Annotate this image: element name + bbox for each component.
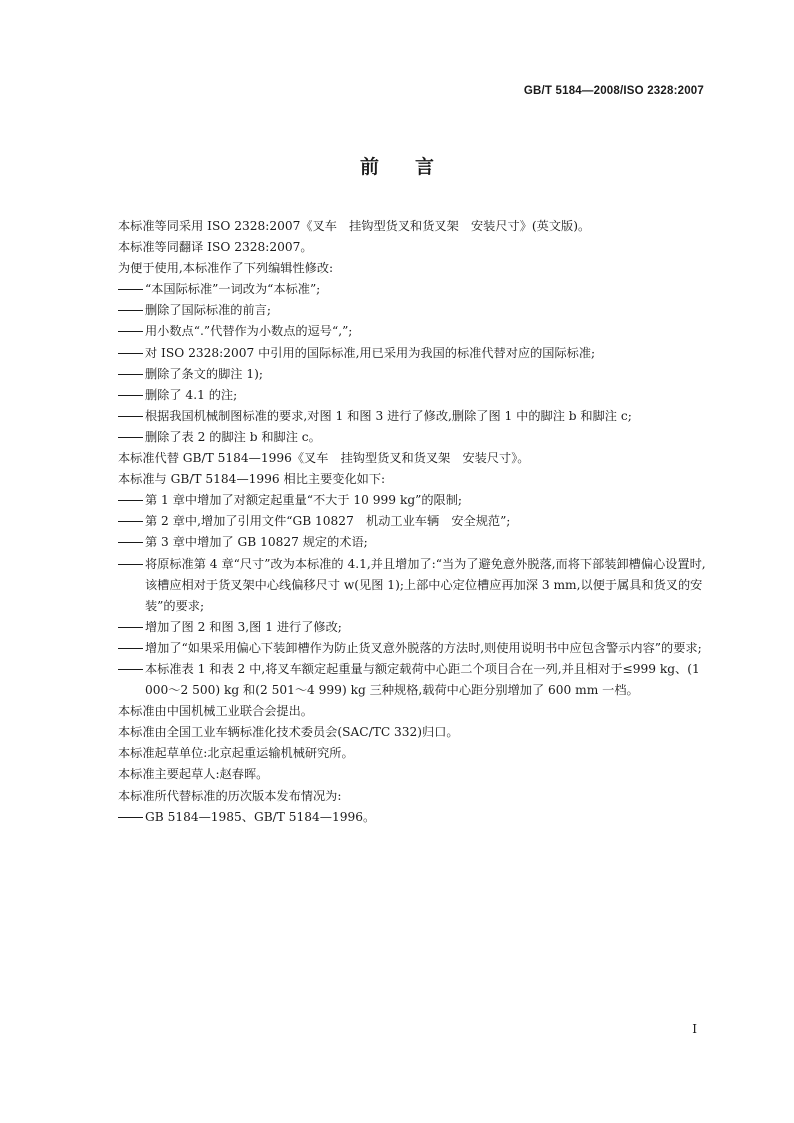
list-item xyxy=(118,490,708,511)
em-dash-bullet xyxy=(118,343,145,364)
em-dash-bullet xyxy=(118,490,145,511)
list-item-text: GB 5184—1985、GB/T 5184—1996。 xyxy=(145,809,376,824)
page-number: I xyxy=(692,1022,697,1036)
paragraph: 本标准起草单位:北京起重运输机械研究所。 xyxy=(118,746,354,761)
paragraph: 本标准等同翻译 ISO 2328:2007。 xyxy=(118,240,313,255)
list-item xyxy=(118,617,708,638)
em-dash-bullet xyxy=(118,659,145,701)
list-item xyxy=(118,638,708,659)
list-item-text: 删除了条文的脚注 1); xyxy=(145,366,263,381)
paragraph: 本标准代替 GB/T 5184—1996《叉车 挂钩型货叉和货叉架 安装尺寸》。 xyxy=(118,451,530,466)
list-item xyxy=(118,300,708,321)
list-item-text: 删除了国际标准的前言; xyxy=(145,303,271,318)
list-item-text: 删除了表 2 的脚注 b 和脚注 c。 xyxy=(145,429,321,444)
standard-code-header: GB/T 5184—2008/ISO 2328:2007 xyxy=(523,85,704,97)
list-item-text: 删除了 4.1 的注; xyxy=(145,387,238,402)
list-item-text: 第 3 章中增加了 GB 10827 规定的术语; xyxy=(145,535,368,550)
list-item xyxy=(118,385,708,406)
list-item xyxy=(118,364,708,385)
em-dash-bullet xyxy=(118,279,145,300)
list-item xyxy=(118,807,708,828)
list-item-text: 根据我国机械制图标准的要求,对图 1 和图 3 进行了修改,删除了图 1 中的脚注 b 和脚注 c; xyxy=(145,408,632,423)
page-title: 前言 xyxy=(359,156,470,178)
paragraph: 本标准由中国机械工业联合会提出。 xyxy=(118,704,313,719)
paragraph: 为便于使用,本标准作了下列编辑性修改: xyxy=(118,261,334,276)
list-item-text: 第 2 章中,增加了引用文件“GB 10827 机动工业车辆 安全规范”; xyxy=(145,514,511,529)
em-dash-bullet xyxy=(118,807,145,828)
em-dash-bullet xyxy=(118,300,145,321)
list-item-text: 对 ISO 2328:2007 中引用的国际标准,用已采用为我国的标准代替对应的国际标准; xyxy=(145,345,596,360)
list-item xyxy=(118,554,708,617)
em-dash-bullet xyxy=(118,638,145,659)
list-item-text: 本标准表 1 和表 2 中,将叉车额定起重量与额定载荷中心距二个项目合在一列,并且相对于≤999 kg、(1 000～2 500) kg 和(2 501～4 999) kg 三种规格,载荷中心距分别增加了 600 mm 一档。 xyxy=(145,661,700,698)
list-item-text: “本国际标准”一词改为“本标准”; xyxy=(145,282,321,297)
list-item xyxy=(118,279,708,300)
list-item xyxy=(118,659,708,701)
paragraph: 本标准由全国工业车辆标准化技术委员会(SAC/TC 332)归口。 xyxy=(118,725,459,740)
list-item xyxy=(118,343,708,364)
em-dash-bullet xyxy=(118,427,145,448)
list-item xyxy=(118,321,708,342)
list-item xyxy=(118,406,708,427)
paragraph: 本标准主要起草人:赵春晖。 xyxy=(118,767,269,782)
em-dash-bullet xyxy=(118,406,145,427)
list-item xyxy=(118,532,708,553)
paragraph: 本标准与 GB/T 5184—1996 相比主要变化如下: xyxy=(118,472,386,487)
list-item-text: 第 1 章中增加了对额定起重量“不大于 10 999 kg”的限制; xyxy=(145,493,463,508)
list-item xyxy=(118,511,708,532)
list-item xyxy=(118,427,708,448)
em-dash-bullet xyxy=(118,321,145,342)
em-dash-bullet xyxy=(118,385,145,406)
em-dash-bullet xyxy=(118,554,145,617)
list-item-text: 用小数点“.”代替作为小数点的逗号“,”; xyxy=(145,324,353,339)
paragraph: 本标准所代替标准的历次版本发布情况为: xyxy=(118,788,342,803)
paragraph: 本标准等同采用 ISO 2328:2007《叉车 挂钩型货叉和货叉架 安装尺寸》(英文版)。 xyxy=(118,219,591,233)
em-dash-bullet xyxy=(118,364,145,385)
em-dash-bullet xyxy=(118,617,145,638)
list-item-text: 将原标准第 4 章“尺寸”改为本标准的 4.1,并且增加了:“当为了避免意外脱落,而将下部装卸槽偏心设置时,该槽应相对于货叉架中心线偏移尺寸 w(见图 1);上部中心定位槽应再加深 3 mm,以便于属具和货叉的安装”的要求; xyxy=(145,556,706,613)
em-dash-bullet xyxy=(118,532,145,553)
foreword-body xyxy=(118,216,708,828)
em-dash-bullet xyxy=(118,511,145,532)
list-item-text: 增加了图 2 和图 3,图 1 进行了修改; xyxy=(145,619,342,634)
list-item-text: 增加了“如果采用偏心下装卸槽作为防止货叉意外脱落的方法时,则使用说明书中应包含警示内容”的要求; xyxy=(145,640,702,655)
